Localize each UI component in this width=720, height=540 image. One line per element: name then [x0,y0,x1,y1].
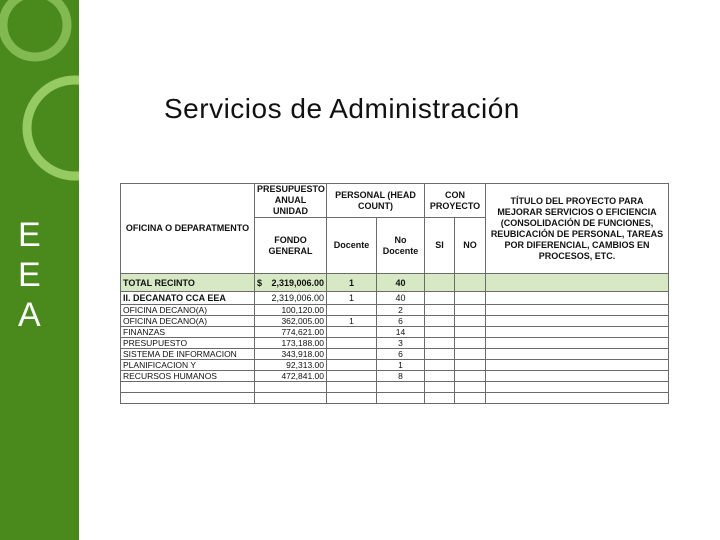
currency-symbol: $ [257,277,263,288]
section-row [121,292,669,305]
office-cell: PRESUPUESTO [121,338,255,349]
sidebar-letters [18,215,58,335]
col-header-office: OFICINA O DEPARATMENTO [121,184,255,274]
sidebar-letter: E [18,216,41,254]
office-cell: RECURSOS HUMANOS [121,371,255,382]
total-fund-cell [255,274,327,292]
fund-cell: 343,918.00 [255,349,327,360]
fund-cell: 472,841.00 [255,371,327,382]
total-row [121,274,669,292]
office-cell: SISTEMA DE INFORMACION [121,349,255,360]
col-header-no: NO [455,218,486,274]
no-docente-cell: 6 [377,349,425,360]
section-no-docente: 40 [377,292,425,305]
col-header-project: CON PROYECTO [425,184,486,218]
table-row [121,327,669,338]
no-docente-cell: 6 [377,316,425,327]
left-sidebar [0,0,79,540]
table-row [121,305,669,316]
section-docente: 1 [327,292,377,305]
table-row [121,316,669,327]
sidebar-letter: E [18,256,41,294]
docente-cell [327,371,377,382]
office-cell: FINANZAS [121,327,255,338]
col-header-docente: Docente [327,218,377,274]
no-docente-cell: 3 [377,338,425,349]
total-docente: 1 [327,274,377,292]
office-cell: PLANIFICACION Y [121,360,255,371]
col-header-personnel: PERSONAL (HEAD COUNT) [327,184,425,218]
budget-table [120,183,669,404]
table-row [121,371,669,382]
total-fund: 2,319,006.00 [271,277,324,288]
docente-cell [327,349,377,360]
slide-title: Servicios de Administración [164,93,520,124]
decorative-circles [0,0,79,200]
docente-cell [327,327,377,338]
office-cell: OFICINA DECANO(A) [121,316,255,327]
col-header-fund: FONDO GENERAL [255,218,327,274]
col-header-si: SI [425,218,455,274]
header-row [121,184,669,218]
fund-cell: 92,313.00 [255,360,327,371]
table-row [121,349,669,360]
fund-cell: 774,621.00 [255,327,327,338]
total-no-docente: 40 [377,274,425,292]
fund-cell: 173,188.00 [255,338,327,349]
docente-cell [327,338,377,349]
no-docente-cell: 8 [377,371,425,382]
fund-cell: 100,120.00 [255,305,327,316]
col-header-budget: PRESUPUESTO ANUAL UNIDAD [255,184,327,218]
section-label: II. DECANATO CCA EEA [121,292,255,305]
docente-cell: 1 [327,316,377,327]
section-fund: 2,319,006.00 [255,292,327,305]
col-header-no-docente: No Docente [377,218,425,274]
docente-cell [327,305,377,316]
table-row [121,360,669,371]
docente-cell [327,360,377,371]
blank-row [121,393,669,404]
no-docente-cell: 1 [377,360,425,371]
table-row [121,338,669,349]
office-cell: OFICINA DECANO(A) [121,305,255,316]
blank-row [121,382,669,393]
fund-cell: 362,005.00 [255,316,327,327]
no-docente-cell: 14 [377,327,425,338]
sidebar-letter: A [18,296,41,334]
total-label: TOTAL RECINTO [121,274,255,292]
col-header-project-title: TÍTULO DEL PROYECTO PARA MEJORAR SERVICIOS O EFICIENCIA (CONSOLIDACIÓN DE FUNCIONES, REUBICACIÓN DE PERSONAL, TAREAS POR DIFERENCIAL, CAMBIOS EN PROCESOS, ETC. [486,184,669,274]
no-docente-cell: 2 [377,305,425,316]
